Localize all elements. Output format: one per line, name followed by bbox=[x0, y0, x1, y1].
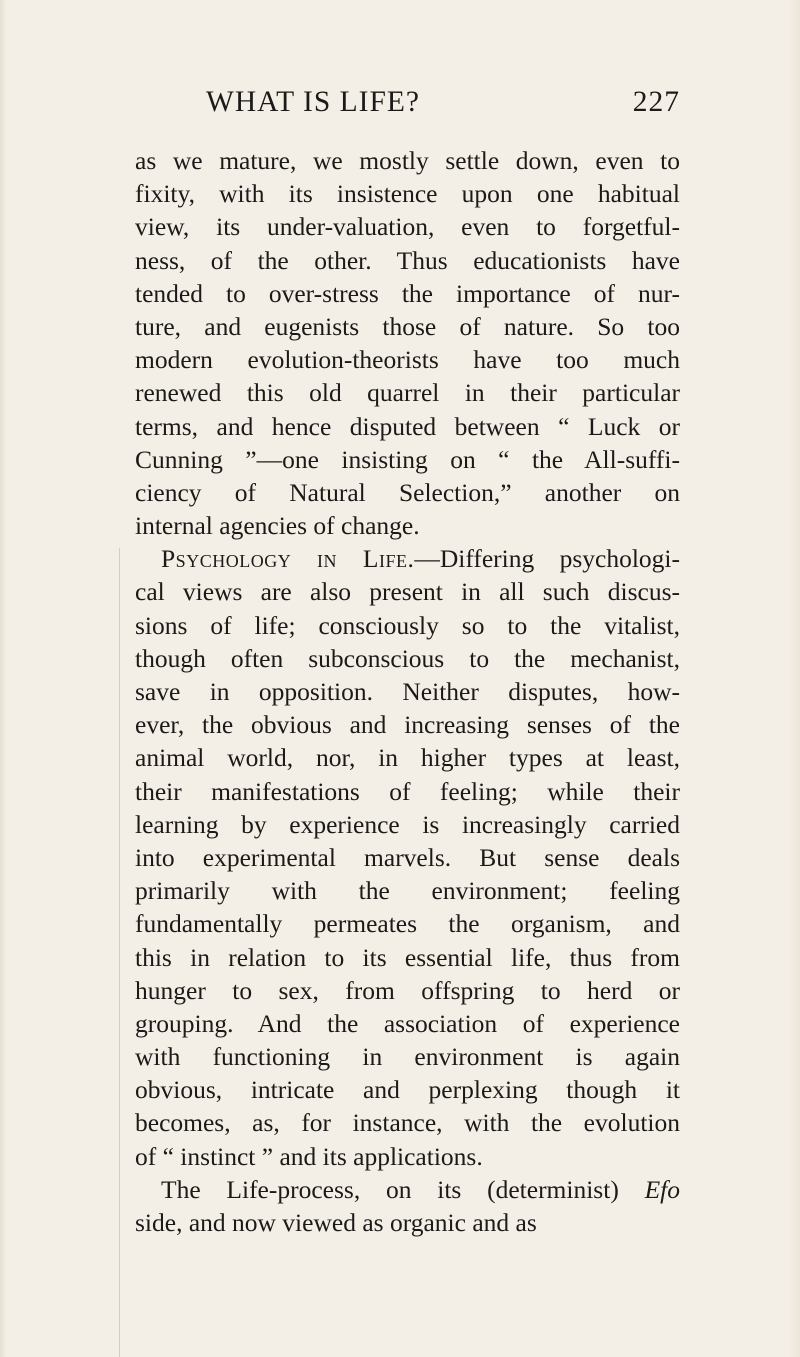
text-line: ciency of Natural Selection,” another on bbox=[135, 477, 680, 507]
running-head bbox=[135, 86, 680, 126]
text-line: primarily with the environment; feeling bbox=[135, 876, 680, 906]
text-line: modern evolution-theorists have too much bbox=[135, 345, 680, 375]
text-run: The Life-process, on its (determinist) bbox=[161, 1174, 645, 1204]
text-line: fundamentally permeates the organism, and bbox=[135, 909, 680, 939]
binding-shadow-line bbox=[119, 548, 120, 1357]
text-line: this in relation to its essential life, thus from bbox=[135, 942, 680, 972]
text-line: cal views are also present in all such discus- bbox=[135, 577, 680, 607]
text-line: as we mature, we mostly settle down, even to bbox=[135, 146, 680, 175]
text-line: grouping. And the association of experience bbox=[135, 1008, 680, 1038]
page-right-edge bbox=[788, 0, 800, 1357]
text-line: animal world, nor, in higher types at least, bbox=[135, 743, 680, 773]
text-line: though often subconscious to the mechanist, bbox=[135, 643, 680, 673]
text-line: ture, and eugenists those of nature. So too bbox=[135, 311, 680, 341]
section-heading-line bbox=[135, 542, 680, 575]
text-line: with functioning in environment is again bbox=[135, 1042, 680, 1072]
text-line: ever, the obvious and increasing senses of the bbox=[135, 710, 680, 740]
text-line: of “ instinct ” and its applications. bbox=[135, 1141, 483, 1171]
page-edge-shadow bbox=[0, 0, 6, 1357]
text-line: hunger to sex, from offspring to herd or bbox=[135, 975, 680, 1005]
text-line: sions of life; consciously so to the vitalist, bbox=[135, 610, 680, 640]
text-line: renewed this old quarrel in their particular bbox=[135, 378, 680, 408]
text-line: becomes, as, for instance, with the evolution bbox=[135, 1108, 680, 1138]
running-head-title: WHAT IS LIFE? bbox=[206, 86, 421, 118]
italic-term: Efo bbox=[644, 1174, 680, 1204]
text-line: learning by experience is increasingly carried bbox=[135, 809, 680, 839]
text-line: internal agencies of change. bbox=[135, 511, 420, 541]
text-line: into experimental marvels. But sense deals bbox=[135, 842, 680, 872]
text-line: side, and now viewed as organic and as bbox=[135, 1208, 537, 1237]
text-line: their manifestations of feeling; while their bbox=[135, 776, 680, 806]
body-text bbox=[135, 144, 680, 1239]
text-line: fixity, with its insistence upon one habitual bbox=[135, 179, 680, 209]
text-line: view, its under-valuation, even to forgetful- bbox=[135, 212, 680, 242]
text-line bbox=[135, 1173, 680, 1206]
text-line: Cunning ”—one insisting on “ the All-suffi- bbox=[135, 444, 680, 474]
text-line: tended to over-stress the importance of nur- bbox=[135, 278, 680, 308]
text-line: ness, of the other. Thus educationists have bbox=[135, 245, 680, 275]
text-line: save in opposition. Neither disputes, how- bbox=[135, 677, 680, 706]
text-line: obvious, intricate and perplexing though it bbox=[135, 1075, 680, 1105]
text-run: —Differing psychologi- bbox=[414, 544, 680, 574]
section-heading: Psychology in Life. bbox=[161, 544, 415, 574]
page-number: 227 bbox=[632, 86, 680, 118]
text-line: terms, and hence disputed between “ Luck or bbox=[135, 411, 680, 441]
